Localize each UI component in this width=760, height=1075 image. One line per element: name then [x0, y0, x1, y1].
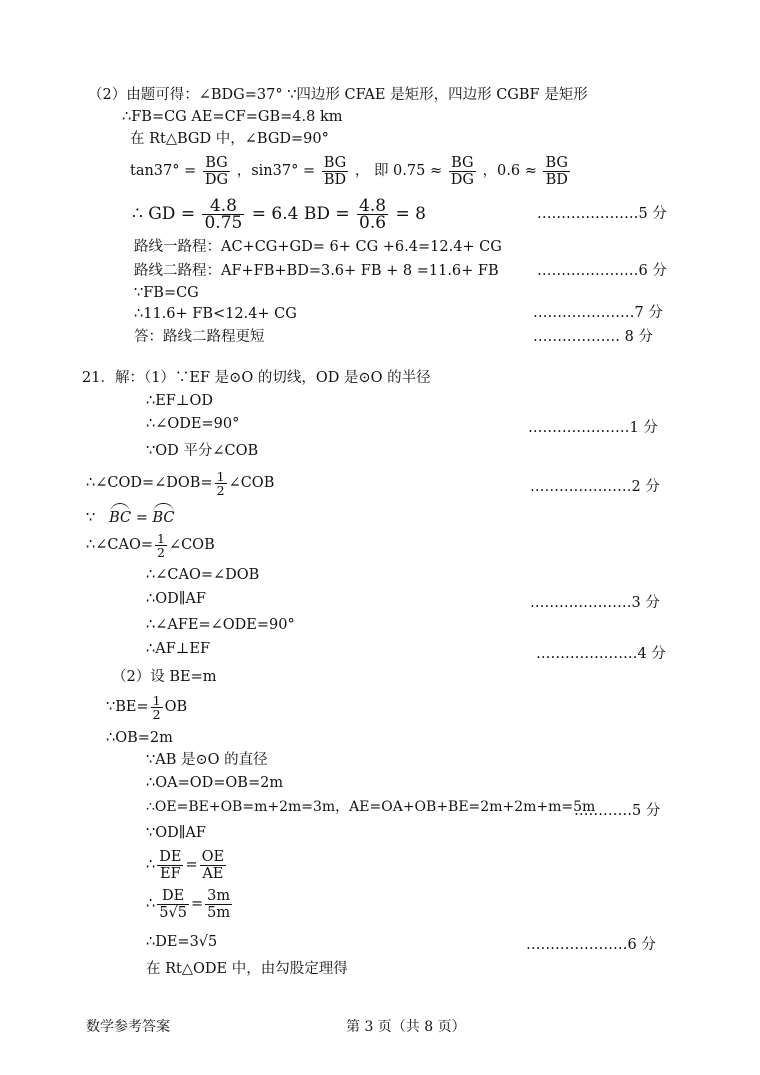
score-1: …………………1 分 — [528, 420, 658, 436]
therefore-symbol: ∴ — [146, 896, 156, 912]
bd-result: = 8 — [395, 204, 426, 224]
cao-label: ∴∠CAO= — [86, 537, 153, 553]
q20-2-line2: 在 Rt△BGD 中，∠BGD=90° — [130, 131, 329, 147]
q21-b4: ∴OA=OD=OB=2m — [146, 775, 284, 791]
fraction-numerator: BG — [545, 154, 568, 171]
arc-bc-label: BC — [152, 510, 175, 526]
fraction-denominator: 5√5 — [159, 904, 187, 921]
q21-a10: ∴AF⊥EF — [146, 641, 211, 657]
q20-2-answer: 答：路线二路程更短 — [134, 329, 265, 345]
fraction-denominator: 2 — [156, 544, 165, 560]
equals-sign: = — [135, 510, 148, 526]
q21-b2: ∴OB=2m — [106, 730, 173, 746]
q21-b10: 在 Rt△ODE 中，由勾股定理得 — [146, 961, 348, 977]
fraction-numerator: BG — [203, 155, 230, 172]
fraction-bg-dg — [203, 155, 230, 188]
q21-a7: ∴∠CAO=∠DOB — [146, 567, 260, 583]
arc-bc — [109, 503, 131, 527]
q21-a8: ∴OD∥AF — [146, 591, 206, 607]
fraction-numerator: 4.8 — [202, 198, 244, 215]
fraction-de-5root5 — [157, 888, 189, 921]
q20-2-trig-line — [130, 152, 572, 190]
because-symbol: ∵ — [86, 510, 96, 526]
fraction-denominator: 5m — [207, 904, 231, 921]
fraction-half — [151, 694, 163, 721]
gd-label: ∴ GD = — [132, 204, 196, 224]
fraction-denominator: 0.6 — [359, 213, 387, 233]
cob-label: ∠COB — [228, 475, 275, 491]
fraction-48-075 — [202, 198, 244, 231]
fraction-half — [155, 532, 167, 559]
q20-2-route1: 路线一路程：AC+CG+GD= 6+ CG +6.4=12.4+ CG — [134, 239, 502, 255]
equals-sign: = — [185, 857, 198, 873]
cod-label: ∴∠COD=∠DOB= — [86, 475, 213, 491]
q20-2-route2: 路线二路程：AF+FB+BD=3.6+ FB + 8 =11.6+ FB — [134, 263, 499, 279]
fraction-denominator: EF — [160, 865, 181, 882]
q21-b5: ∴OE=BE+OB=m+2m=3m，AE=OA+OB+BE=2m+2m+m=5m — [146, 799, 596, 815]
q21-b7 — [146, 847, 228, 883]
fraction-numerator: 4.8 — [359, 196, 387, 216]
fraction-bg-bd — [322, 155, 349, 188]
score-8: ……………… 8 分 — [533, 329, 653, 345]
score-4: …………………4 分 — [536, 646, 666, 662]
q21-b3: ∵AB 是⊙O 的直径 — [146, 752, 268, 768]
q21-b8 — [146, 886, 234, 922]
fraction-numerator: BG — [323, 154, 347, 171]
score-6b: …………………6 分 — [526, 937, 656, 953]
fraction-denominator: DG — [450, 171, 474, 188]
fraction-numerator: 1 — [156, 530, 165, 546]
fraction-denominator: 0.75 — [204, 213, 243, 233]
fraction-denominator: BD — [323, 171, 347, 188]
fraction-numerator: 3m — [207, 887, 231, 904]
tan-label: tan37° = — [130, 163, 197, 179]
therefore-symbol: ∴ — [146, 857, 156, 873]
q20-2-line1: ∴FB=CG AE=CF=GB=4.8 km — [122, 109, 343, 125]
fraction-numerator: OE — [201, 848, 225, 865]
q21-a1: ∴EF⊥OD — [146, 393, 214, 409]
fraction-48-06 — [357, 198, 388, 231]
fraction-numerator: 1 — [152, 692, 161, 708]
fraction-denominator: 2 — [152, 706, 161, 722]
fraction-denominator: AE — [202, 865, 224, 882]
fraction-oe-ae — [200, 849, 226, 882]
fraction-3m-5m — [205, 888, 232, 921]
q21-part2: （2）设 BE=m — [112, 669, 217, 685]
ob-label: OB — [164, 699, 188, 715]
score-5b: …………5 分 — [574, 803, 661, 819]
approx-label-2: ，0.6 ≈ — [482, 163, 537, 179]
score-5: …………………5 分 — [537, 206, 667, 222]
fraction-numerator: BG — [449, 155, 476, 172]
q20-2-line7: ∵FB=CG — [134, 285, 199, 301]
arc-bc-label: BC — [109, 510, 132, 526]
q21-b1 — [106, 690, 187, 724]
q21-a4 — [86, 466, 274, 500]
q20-2-line8: ∴11.6+ FB<12.4+ CG — [134, 306, 297, 322]
fraction-numerator: DE — [159, 848, 182, 865]
q21-b6: ∵OD∥AF — [146, 825, 206, 841]
q21-a5 — [86, 503, 175, 527]
fraction-bg-dg-2 — [449, 155, 476, 188]
fraction-half — [215, 470, 227, 497]
arc-bc-2 — [152, 503, 174, 527]
fraction-de-ef — [157, 849, 183, 882]
q21-b9: ∴DE=3√5 — [146, 934, 218, 950]
bd-label: = 6.4 BD = — [251, 204, 350, 224]
q21-head: 21．解：（1）∵EF 是⊙O 的切线，OD 是⊙O 的半径 — [82, 370, 431, 386]
fraction-bg-bd-2 — [543, 155, 570, 188]
cob-label: ∠COB — [168, 537, 215, 553]
sin-label: ，sin37° = — [236, 163, 316, 179]
be-label: ∵BE= — [106, 699, 149, 715]
score-3: …………………3 分 — [530, 595, 660, 611]
q21-a9: ∴∠AFE=∠ODE=90° — [146, 617, 295, 633]
q21-a3: ∵OD 平分∠COB — [146, 443, 259, 459]
equals-sign: = — [190, 896, 204, 912]
fraction-numerator: DE — [157, 888, 189, 905]
approx-label: ， 即 0.75 ≈ — [354, 163, 443, 179]
score-2: …………………2 分 — [530, 479, 660, 495]
q21-a2: ∴∠ODE=90° — [146, 416, 240, 432]
footer-page-number: 第 3 页（共 8 页） — [346, 1019, 466, 1035]
fraction-numerator: 1 — [216, 468, 225, 484]
fraction-denominator: 2 — [216, 482, 225, 498]
q20-2-gd-line — [132, 195, 426, 233]
fraction-denominator: DG — [204, 171, 229, 188]
q21-a6 — [86, 528, 215, 562]
fraction-denominator: BD — [545, 171, 568, 188]
score-6: …………………6 分 — [537, 263, 667, 279]
q20-2-title: （2）由题可得：∠BDG=37° ∵四边形 CFAE 是矩形，四边形 CGBF 是矩形 — [88, 87, 588, 103]
footer-left: 数学参考答案 — [86, 1019, 170, 1035]
score-7: …………………7 分 — [533, 305, 663, 321]
